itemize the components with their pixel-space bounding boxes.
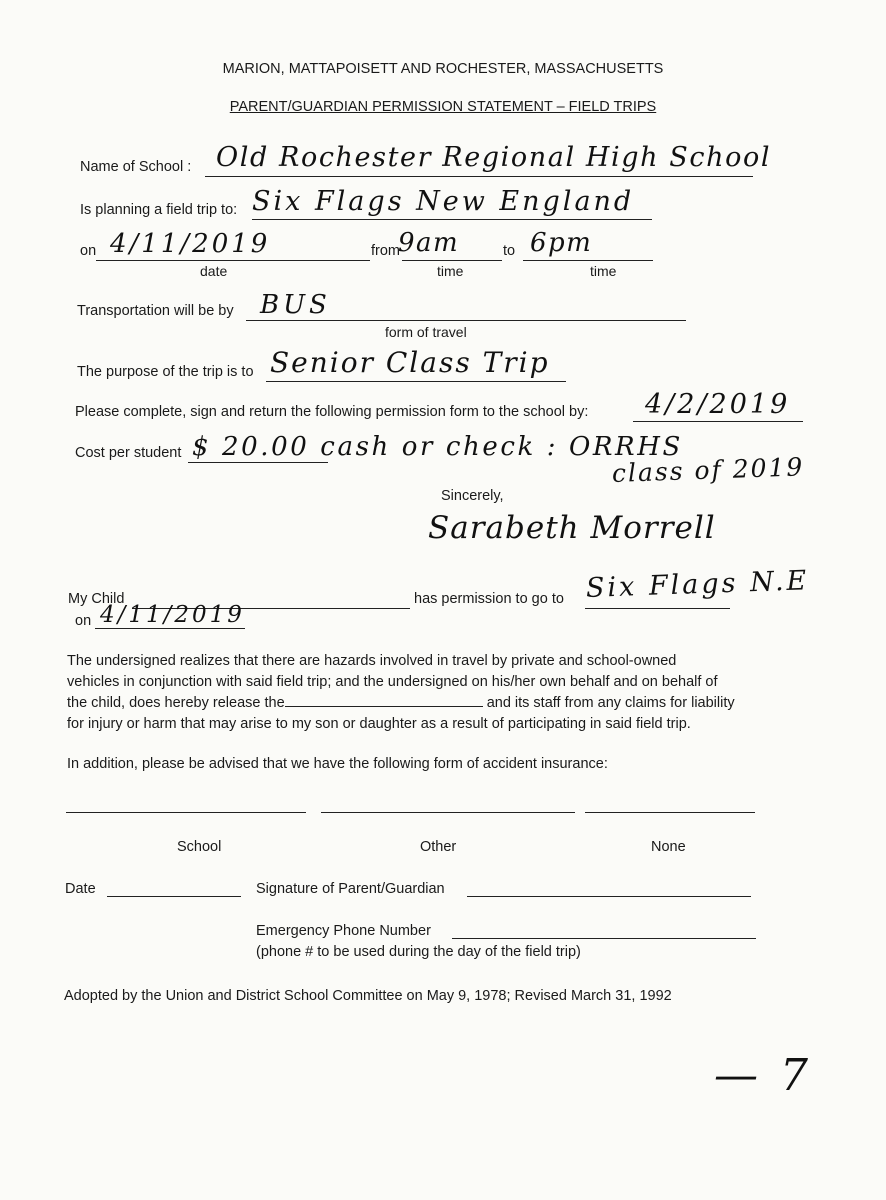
destination-value: Six Flags N.E <box>585 565 810 604</box>
from-value: 9am <box>398 228 460 258</box>
trip-value: Six Flags New England <box>252 186 635 217</box>
release-line-3a: the child, does hereby release the <box>67 695 285 711</box>
has-permission-text: has permission to go to <box>414 591 564 607</box>
date-line <box>96 260 370 261</box>
parent-signature-label: Signature of Parent/Guardian <box>256 881 445 897</box>
release-line-3 <box>67 693 735 715</box>
sender-signature: Sarabeth Morrell <box>428 510 716 546</box>
date-caption: date <box>200 263 228 279</box>
date-signature-line[interactable] <box>107 896 241 897</box>
release-line-4: for injury or harm that may arise to my son or daughter as a result of participating in said field trip. <box>67 716 691 732</box>
insurance-line-other <box>321 812 575 813</box>
school-label: Name of School : <box>80 159 192 175</box>
release-blank <box>285 693 483 707</box>
school-line <box>205 176 753 177</box>
return-label: Please complete, sign and return the following permission form to the school by: <box>75 404 589 420</box>
date-value: 4/11/2019 <box>110 229 271 259</box>
phone-line[interactable] <box>452 938 756 939</box>
transport-label: Transportation will be by <box>77 303 234 319</box>
trip-label: Is planning a field trip to: <box>80 202 238 218</box>
insurance-line-school <box>66 812 306 813</box>
cost-value: $ 20.00 cash or check : ORRHS <box>192 432 683 462</box>
insurance-option-school: School <box>177 839 222 855</box>
cost-label: Cost per student <box>75 445 182 461</box>
insurance-option-none: None <box>651 839 686 855</box>
sincerely-text: Sincerely, <box>441 488 504 504</box>
to-line <box>523 260 653 261</box>
insurance-intro: In addition, please be advised that we have the following form of accident insurance: <box>67 756 608 772</box>
from-line <box>402 260 502 261</box>
release-line-2: vehicles in conjunction with said field trip; and the undersigned on his/her own behalf and on behalf of <box>67 674 718 690</box>
to-value: 6pm <box>530 228 593 258</box>
child-label: My Child <box>68 591 125 607</box>
from-label: from <box>371 243 400 259</box>
release-line-1: The undersigned realizes that there are hazards involved in travel by private and school-owned <box>67 653 677 669</box>
date-label: Date <box>65 881 96 897</box>
purpose-line <box>266 381 566 382</box>
from-time-caption: time <box>437 263 464 279</box>
phone-note: (phone # to be used during the day of the field trip) <box>256 944 581 960</box>
page-mark: — 7 <box>714 1050 812 1101</box>
on-label: on <box>80 243 97 259</box>
adopted-note: Adopted by the Union and District School Committee on May 9, 1978; Revised March 31, 1992 <box>64 988 672 1004</box>
insurance-option-other: Other <box>420 839 457 855</box>
destination-line <box>585 608 730 609</box>
cost-value-2: class of 2019 <box>611 452 805 488</box>
to-label: to <box>503 243 516 259</box>
to-time-caption: time <box>590 263 617 279</box>
document-subtitle: PARENT/GUARDIAN PERMISSION STATEMENT – FIELD TRIPS <box>229 99 657 115</box>
permission-date-value: 4/11/2019 <box>100 602 245 628</box>
document-title: MARION, MATTAPOISETT AND ROCHESTER, MASSACHUSETTS <box>222 61 664 77</box>
school-value: Old Rochester Regional High School <box>216 142 772 173</box>
transport-line <box>246 320 686 321</box>
phone-label: Emergency Phone Number <box>256 923 431 939</box>
purpose-value: Senior Class Trip <box>270 346 550 379</box>
permission-date-line <box>95 628 245 629</box>
release-line-3b: and its staff from any claims for liability <box>486 695 735 711</box>
transport-value: BUS <box>260 290 331 320</box>
return-line <box>633 421 803 422</box>
parent-signature-line[interactable] <box>467 896 751 897</box>
purpose-label: The purpose of the trip is to <box>77 364 254 380</box>
transport-caption: form of travel <box>385 324 467 340</box>
insurance-line-none <box>585 812 755 813</box>
trip-line <box>252 219 652 220</box>
cost-line <box>188 462 328 463</box>
permission-on-label: on <box>75 613 92 629</box>
return-value: 4/2/2019 <box>645 389 791 420</box>
